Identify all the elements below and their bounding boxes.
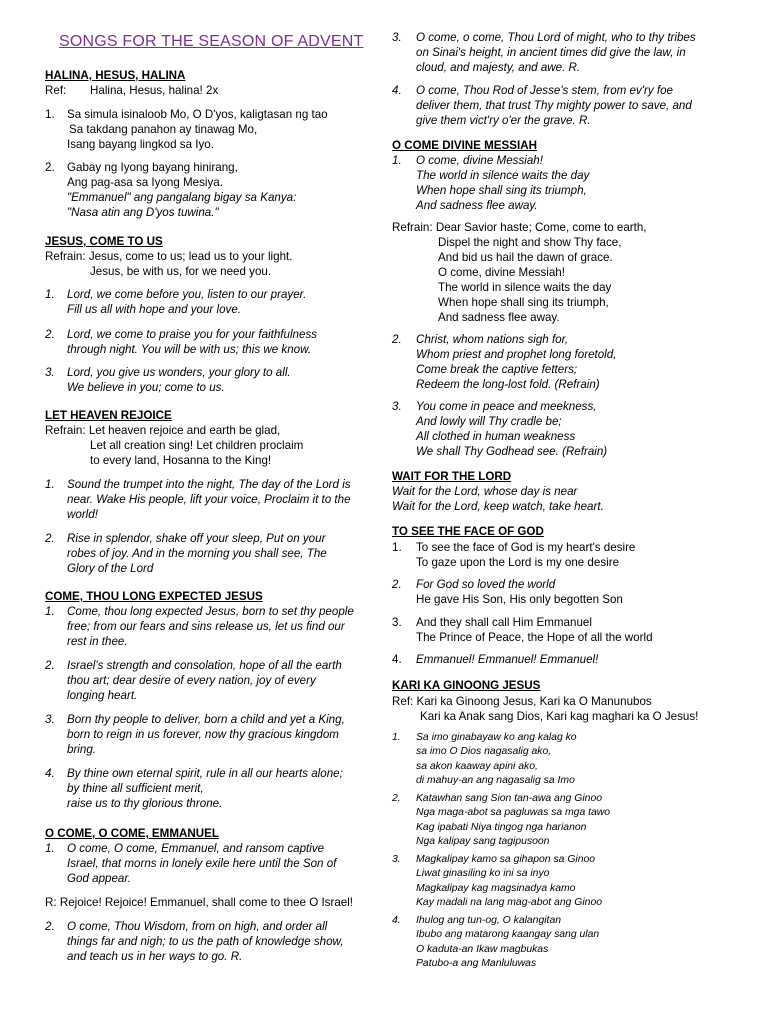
- verse-line: born to reign in us forever, now thy gracious kingdom: [67, 728, 339, 741]
- verse-line: Israel's strength and consolation, hope of all the earth: [67, 659, 342, 672]
- verse-line: robes of joy. And in the morning you shall see, The: [67, 547, 327, 560]
- verse-line: Wait for the Lord, keep watch, take heart.: [392, 500, 604, 513]
- verse-line: things far and nigh; to us the path of knowledge show,: [67, 935, 344, 948]
- verse-line: Magkalipay kag magsinadya kamo: [416, 883, 576, 894]
- verse-line: Redeem the long-lost fold. (Refrain): [416, 378, 600, 391]
- song-heading: WAIT FOR THE LORD: [392, 470, 512, 483]
- verse-line: Nga kalipay sang tagipusoon: [416, 836, 550, 847]
- verse-line: Sa takdang panahon ay tinawag Mo,: [69, 123, 258, 136]
- verse-line: Come break the captive fetters;: [416, 363, 578, 376]
- refrain-line: Let all creation sing! Let children proclaim: [90, 439, 304, 452]
- verse-line: cloud, and majesty, and awe. R.: [416, 61, 581, 74]
- verse-number: 4.: [45, 767, 55, 780]
- verse-line: Glory of the Lord: [67, 562, 154, 575]
- refrain-line: O come, divine Messiah!: [438, 266, 565, 279]
- verse-line: "Nasa atin ang D'yos tuwina.": [67, 206, 219, 219]
- verse-line: give them vict'ry o'er the grave. R.: [416, 114, 591, 127]
- refrain-line: Jesus, be with us, for we need you.: [90, 265, 272, 278]
- verse-line: Gabay ng Iyong bayang hinirang,: [67, 161, 238, 174]
- verse-number: 2.: [45, 161, 55, 174]
- refrain-line: When hope shall sing its triumph,: [438, 296, 609, 309]
- verse-number: 4.: [392, 915, 401, 926]
- verse-line: O come, Thou Rod of Jesse's stem, from ev'ry foe: [416, 84, 674, 97]
- verse-line: Whom priest and prophet long foretold,: [416, 348, 617, 361]
- verse-line: Nga maga-abot sa pagluwas sa mga tawo: [416, 807, 611, 818]
- verse-number: 2.: [392, 578, 402, 591]
- refrain-line: The world in silence waits the day: [438, 281, 612, 294]
- verse-line: All clothed in human weakness: [416, 430, 576, 443]
- verse-number: 3.: [392, 31, 402, 44]
- verse-line: di mahuy-an ang nagasalig sa Imo: [416, 775, 575, 786]
- verse-line: Ibubo ang matarong kaangay sang ulan: [416, 929, 600, 940]
- verse-line: Come, thou long expected Jesus, born to set thy people: [67, 605, 354, 618]
- verse-line: Wait for the Lord, whose day is near: [392, 485, 578, 498]
- verse-line: Katawhan sang Sion tan-awa ang Ginoo: [416, 793, 603, 804]
- verse-line: You come in peace and meekness,: [416, 400, 597, 413]
- verse-line: Rise in splendor, shake off your sleep, Put on your: [67, 532, 326, 545]
- verse-line: Lord, we come to praise you for your faithfulness: [67, 328, 318, 341]
- verse-line: rest in thee.: [67, 635, 128, 648]
- refrain-line: Refrain: Dear Savior haste; Come, come to earth,: [392, 221, 647, 234]
- verse-line: By thine own eternal spirit, rule in all our hearts alone;: [67, 767, 343, 780]
- refrain-line: And bid us hail the dawn of grace.: [438, 251, 613, 264]
- verse-line: For God so loved the world: [416, 578, 556, 591]
- verse-number: 2.: [45, 920, 55, 933]
- verse-line: He gave His Son, His only begotten Son: [416, 593, 623, 606]
- verse-line: O come, divine Messiah!: [416, 154, 543, 167]
- page-title: SONGS FOR THE SEASON OF ADVENT: [59, 33, 364, 50]
- verse-line: Sa simula isinaloob Mo, O D'yos, kaligtasan ng tao: [67, 108, 328, 121]
- verse-line: free; from our fears and sins release us, let us find our: [67, 620, 345, 633]
- verse-line: Liwat ginasiling ko ini sa inyo: [416, 868, 550, 879]
- verse-line: To gaze upon the Lord is my one desire: [416, 556, 620, 569]
- verse-number: 3.: [392, 616, 402, 629]
- verse-line: We believe in you; come to us.: [67, 381, 225, 394]
- verse-line: "Emmanuel" ang pangalang bigay sa Kanya:: [67, 191, 297, 204]
- verse-number: 3.: [45, 366, 55, 379]
- verse-number: 2.: [45, 328, 55, 341]
- verse-number: 4.: [392, 653, 402, 666]
- verse-line: God appear.: [67, 872, 132, 885]
- verse-line: deliver them, that trust Thy mighty power to save, and: [416, 99, 692, 112]
- verse-line: Israel, that morns in lonely exile here until the Son of: [67, 857, 337, 870]
- verse-number: 1.: [392, 732, 401, 743]
- refrain-line: to every land, Hosanna to the King!: [90, 454, 272, 467]
- song-heading: HALINA, HESUS, HALINA: [45, 69, 186, 82]
- verse-number: 3.: [45, 713, 55, 726]
- refrain-line: Refrain: Let heaven rejoice and earth be glad,: [45, 424, 281, 437]
- verse-number: 2.: [392, 333, 402, 346]
- verse-line: Isang bayang lingkod sa Iyo.: [67, 138, 214, 151]
- verse-number: 1.: [392, 541, 402, 554]
- refrain-line: R: Rejoice! Rejoice! Emmanuel, shall come to thee O Israel!: [45, 896, 354, 909]
- verse-number: 1.: [45, 288, 55, 301]
- verse-line: O come, Thou Wisdom, from on high, and order all: [67, 920, 328, 933]
- verse-line: Patubo-a ang Manluluwas: [416, 958, 537, 969]
- verse-line: We shall Thy Godhead see. (Refrain): [416, 445, 608, 458]
- verse-number: 3.: [392, 854, 401, 865]
- refrain-line: And sadness flee away.: [438, 311, 560, 324]
- verse-line: O come, O come, Emmanuel, and ransom captive: [67, 842, 325, 855]
- verse-line: Christ, whom nations sigh for,: [416, 333, 569, 346]
- verse-line: Lord, we come before you, listen to our prayer.: [67, 288, 307, 301]
- verse-line: Kay madali na lang mag-abot ang Ginoo: [416, 897, 602, 908]
- verse-line: by thine all sufficient merit,: [67, 782, 204, 795]
- verse-line: Lord, you give us wonders, your glory to all.: [67, 366, 291, 379]
- verse-line: sa imo O Dios nagasalig ako,: [416, 746, 552, 757]
- verse-number: 2.: [392, 793, 401, 804]
- song-heading: O COME, O COME, EMMANUEL: [45, 827, 219, 840]
- verse-number: 2.: [45, 659, 55, 672]
- verse-line: longing heart.: [67, 689, 138, 702]
- verse-line: The Prince of Peace, the Hope of all the world: [416, 631, 653, 644]
- song-heading: JESUS, COME TO US: [45, 235, 163, 248]
- verse-line: raise us to thy glorious throne.: [67, 797, 223, 810]
- verse-line: And sadness flee away.: [416, 199, 538, 212]
- ref-text: Halina, Hesus, halina! 2x: [90, 84, 219, 97]
- verse-number: 1.: [392, 154, 402, 167]
- verse-line: To see the face of God is my heart's desire: [416, 541, 636, 554]
- verse-line: Kag ipabati Niya tingog nga harianon: [416, 822, 587, 833]
- verse-line: Fill us all with hope and your love.: [67, 303, 241, 316]
- verse-number: 3.: [392, 400, 402, 413]
- verse-line: sa akon kaaway apini ako,: [416, 761, 538, 772]
- verse-line: The world in silence waits the day: [416, 169, 590, 182]
- verse-number: 1.: [45, 605, 55, 618]
- song-heading: O COME DIVINE MESSIAH: [392, 139, 537, 152]
- verse-line: near. Wake His people, lift your voice, Proclaim it to the: [67, 493, 351, 506]
- song-heading: LET HEAVEN REJOICE: [45, 409, 172, 422]
- verse-number: 1.: [45, 108, 55, 121]
- verse-number: 2.: [45, 532, 55, 545]
- verse-line: Born thy people to deliver, born a child and yet a King,: [67, 713, 345, 726]
- verse-line: O come, o come, Thou Lord of might, who to thy tribes: [416, 31, 696, 44]
- verse-line: Ang pag-asa sa Iyong Mesiya.: [67, 176, 223, 189]
- verse-line: And they shall call Him Emmanuel: [416, 616, 592, 629]
- ref-line: Kari ka Anak sang Dios, Kari kag maghari ka O Jesus!: [420, 710, 699, 723]
- verse-line: Sa imo ginabayaw ko ang kalag ko: [416, 732, 577, 743]
- verse-number: 1.: [45, 842, 55, 855]
- verse-line: world!: [67, 508, 98, 521]
- ref-label: Ref:: [45, 84, 67, 97]
- verse-line: Ihulog ang tun-og, O kalangitan: [416, 915, 561, 926]
- verse-line: When hope shall sing its triumph,: [416, 184, 587, 197]
- verse-line: O kaduta-an Ikaw magbukas: [416, 944, 549, 955]
- verse-line: bring.: [67, 743, 97, 756]
- verse-line: on Sinai's height, in ancient times did give the law, in: [416, 46, 686, 59]
- verse-number: 4.: [392, 84, 402, 97]
- refrain-line: Refrain: Jesus, come to us; lead us to your light.: [45, 250, 293, 263]
- verse-line: Sound the trumpet into the night, The day of the Lord is: [67, 478, 351, 491]
- verse-line: And lowly will Thy cradle be;: [416, 415, 562, 428]
- song-heading: TO SEE THE FACE OF GOD: [392, 525, 544, 538]
- song-heading: COME, THOU LONG EXPECTED JESUS: [45, 590, 263, 603]
- verse-line: thou art; dear desire of every nation, joy of every: [67, 674, 316, 687]
- verse-number: 1.: [45, 478, 55, 491]
- ref-line: Ref: Kari ka Ginoong Jesus, Kari ka O Manunubos: [392, 695, 652, 708]
- refrain-line: Dispel the night and show Thy face,: [438, 236, 622, 249]
- verse-line: and teach us in her ways to go. R.: [67, 950, 243, 963]
- verse-line: Magkalipay kamo sa gihapon sa Ginoo: [416, 854, 596, 865]
- song-heading: KARI KA GINOONG JESUS: [392, 679, 541, 692]
- verse-line: through night. You will be with us; this we know.: [67, 343, 312, 356]
- verse-line: Emmanuel! Emmanuel! Emmanuel!: [416, 653, 599, 666]
